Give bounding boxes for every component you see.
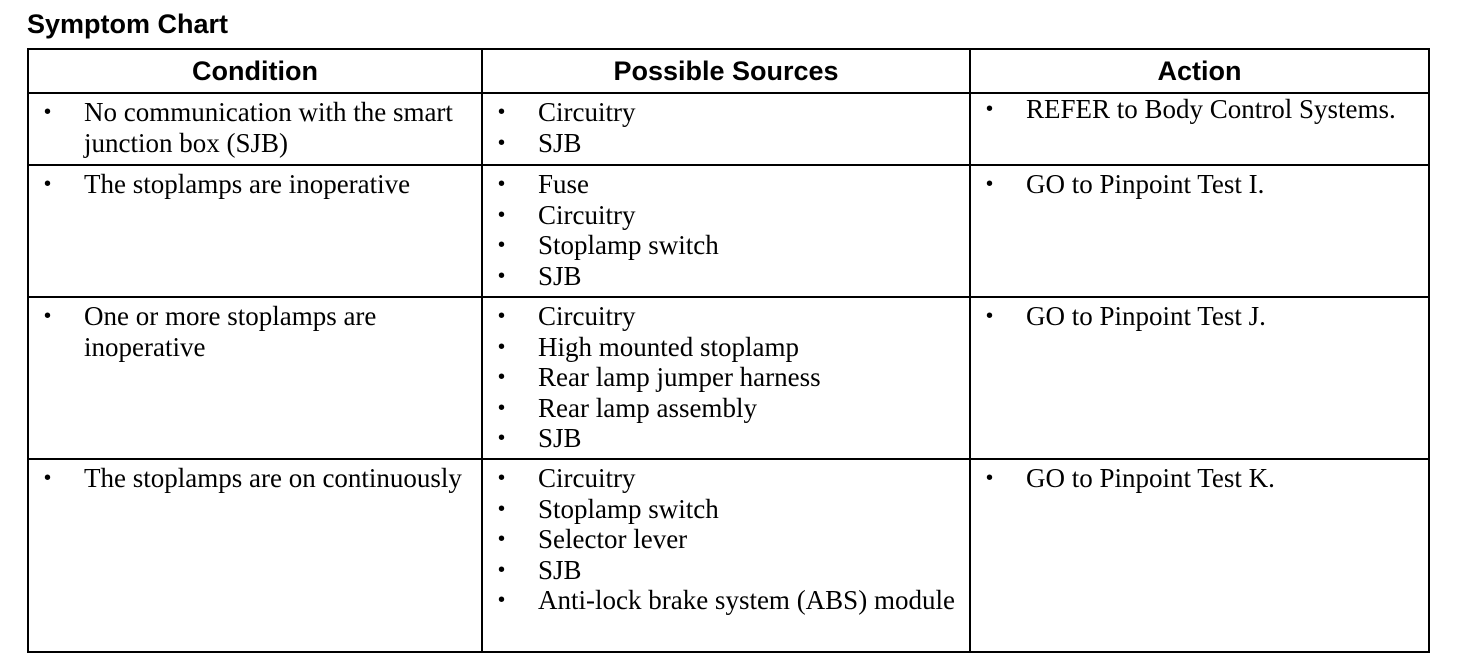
source-item: • Circuitry: [483, 200, 961, 231]
condition-cell: [28, 165, 482, 297]
action-cell: [970, 93, 1429, 165]
action-item: • GO to Pinpoint Test I.: [971, 169, 1420, 200]
source-item: • Fuse: [483, 169, 961, 200]
source-item: • Rear lamp assembly: [483, 393, 961, 424]
sources-cell: [482, 297, 970, 459]
action-cell: [970, 297, 1429, 459]
symptom-table: [27, 48, 1430, 653]
action-item: • GO to Pinpoint Test K.: [971, 463, 1420, 494]
condition-item: • One or more stoplamps are inoperative: [29, 301, 473, 362]
action-cell: [970, 165, 1429, 297]
source-item: • SJB: [483, 128, 961, 159]
condition-cell: [28, 459, 482, 652]
table-row: [28, 297, 1429, 459]
action-item: • GO to Pinpoint Test J.: [971, 301, 1420, 332]
source-item: • Circuitry: [483, 301, 961, 332]
source-item: • Circuitry: [483, 463, 961, 494]
source-item: • Stoplamp switch: [483, 230, 961, 261]
source-item: • SJB: [483, 423, 961, 454]
source-item: • Stoplamp switch: [483, 494, 961, 525]
column-header-action: Action: [970, 49, 1429, 93]
column-header-condition: Condition: [28, 49, 482, 93]
condition-item: • The stoplamps are inoperative: [29, 169, 473, 200]
condition-item: • The stoplamps are on continuously: [29, 463, 473, 494]
source-item: • High mounted stoplamp: [483, 332, 961, 363]
source-item: • Selector lever: [483, 524, 961, 555]
source-item: • Rear lamp jumper harness: [483, 362, 961, 393]
source-item: • Anti-lock brake system (ABS) module: [483, 585, 961, 616]
table-row: [28, 93, 1429, 165]
column-header-possible-sources: Possible Sources: [482, 49, 970, 93]
sources-cell: [482, 459, 970, 652]
action-cell: [970, 459, 1429, 652]
sources-cell: [482, 93, 970, 165]
source-item: • Circuitry: [483, 97, 961, 128]
table-header-row: [28, 49, 1429, 93]
table-row: [28, 459, 1429, 652]
chart-title: Symptom Chart: [27, 9, 229, 39]
table-row: [28, 165, 1429, 297]
source-item: • SJB: [483, 261, 961, 292]
sources-cell: [482, 165, 970, 297]
source-item: • SJB: [483, 555, 961, 586]
action-item: • REFER to Body Control Systems.: [971, 96, 1420, 123]
condition-item: • No communication with the smart junction box (SJB): [29, 97, 473, 158]
condition-cell: [28, 93, 482, 165]
condition-cell: [28, 297, 482, 459]
